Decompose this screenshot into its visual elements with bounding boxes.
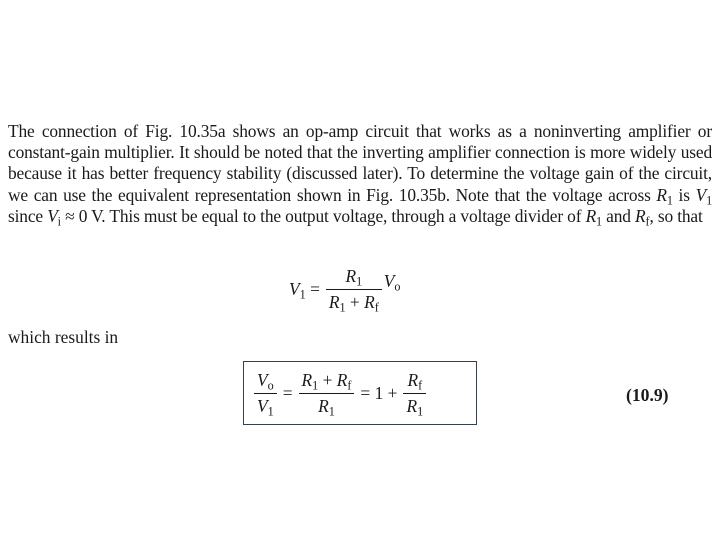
- eq1-fraction: [326, 266, 382, 313]
- eq1-denominator: $R_1 + R_f$: [326, 289, 382, 313]
- equation-number: (10.9): [626, 385, 669, 405]
- eq1-vo: $V_o$: [383, 271, 401, 294]
- paragraph-text-6: , so that: [649, 205, 703, 226]
- eq1-numerator: $R_1$: [345, 266, 363, 289]
- body-paragraph: [8, 121, 712, 227]
- eq2-equals: =: [282, 382, 293, 403]
- subscript-1: 1: [706, 193, 712, 208]
- eq2-lhs-fraction: $\frac{V_o}{V_1}$: [254, 370, 277, 417]
- symbol-r: R: [635, 205, 646, 226]
- paragraph-text-1: The connection of Fig. 10.35a shows an op-amp circuit that works as a noninverting amplifier or constant-gain multiplier. It should be noted that the inverting amplifier connection is more widely used because it has better frequency stability (discussed later). To determine the voltage gain of the circuit, we can use the equivalent representation shown in Fig. 10.35b. Note that the voltage across: [8, 121, 712, 205]
- symbol-r: R: [585, 205, 597, 226]
- subscript-1: 1: [666, 193, 673, 208]
- voltage-divider-equation: [289, 266, 400, 313]
- which-results-in-text: which results in: [8, 327, 119, 347]
- gain-equation-box: [243, 361, 477, 425]
- paragraph-text-2: is: [672, 184, 696, 205]
- subscript-i: i: [57, 214, 61, 229]
- symbol-v: V: [47, 205, 58, 226]
- subscript-1: 1: [596, 214, 602, 229]
- eq2-rf-fraction: $\frac{R_f}{R_1}$: [403, 370, 426, 417]
- symbol-v: V: [695, 184, 707, 205]
- eq2-equals-2: = 1 +: [360, 382, 398, 403]
- subscript-f: f: [645, 214, 650, 229]
- eq2-middle-fraction: $\frac{R_1 + R_f}{R_1}$: [299, 370, 355, 417]
- symbol-r: R: [656, 184, 667, 205]
- paragraph-text-3: since: [8, 205, 48, 226]
- paragraph-text-5: and: [601, 205, 636, 226]
- paragraph-text-4: ≈ 0 V. This must be equal to the output voltage, through a voltage divider of: [60, 205, 586, 226]
- eq1-lhs: $V_1$ =: [289, 279, 320, 302]
